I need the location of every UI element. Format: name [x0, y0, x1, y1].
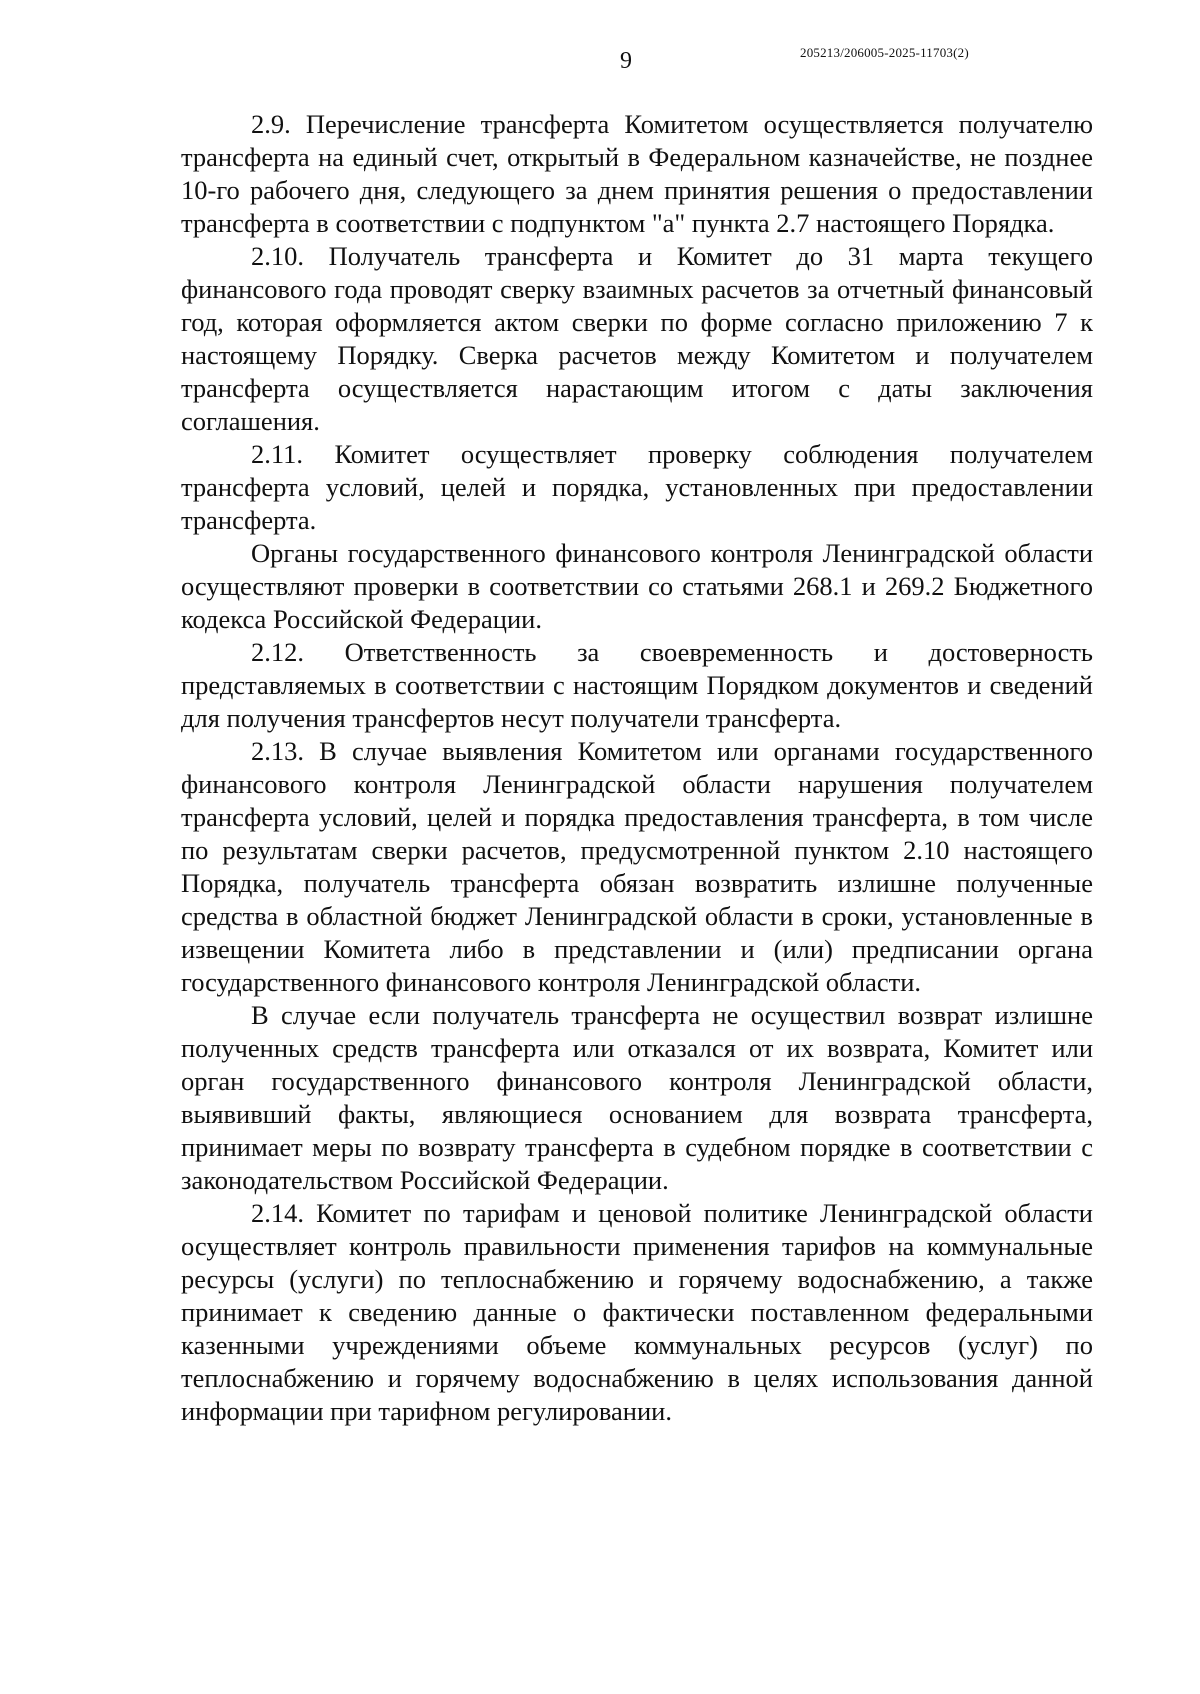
paragraph-2-12: 2.12. Ответственность за своевременность и достоверность представляемых в соответствии с настоящим Порядком документов и сведений для получения трансфертов несут получатели трансферта.	[181, 637, 1093, 733]
paragraph-2-11-control-bodies: Органы государственного финансового контроля Ленинградской области осуществляют проверки в соответствии со статьями 268.1 и 269.2 Бюджетного кодекса Российской Федерации.	[181, 538, 1093, 634]
paragraph-2-11: 2.11. Комитет осуществляет проверку соблюдения получателем трансферта условий, целей и порядка, установленных при предоставлении трансферта.	[181, 439, 1093, 535]
paragraph-2-13: 2.13. В случае выявления Комитетом или органами государственного финансового контроля Ленинградской области нарушения получателем трансферта условий, целей и порядка предоставления трансферта, в том числе по результатам сверки расчетов, предусмотренной пунктом 2.10 настоящего Порядка, получатель трансферта обязан возвратить излишне полученные средства в областной бюджет Ленинградской области в сроки, установленные в извещении Комитета либо в представлении и (или) предписании органа государственного финансового контроля Ленинградской области.	[181, 736, 1093, 997]
paragraph-2-10: 2.10. Получатель трансферта и Комитет до 31 марта текущего финансового года проводят сверку взаимных расчетов за отчетный финансовый год, которая оформляется актом сверки по форме согласно приложению 7 к настоящему Порядку. Сверка расчетов между Комитетом и получателем трансферта осуществляется нарастающим итогом с даты заключения соглашения.	[181, 241, 1093, 436]
page-number: 9	[620, 48, 632, 74]
document-id: 205213/206005-2025-11703(2)	[800, 45, 969, 60]
paragraph-2-14: 2.14. Комитет по тарифам и ценовой политике Ленинградской области осуществляет контроль правильности применения тарифов на коммунальные ресурсы (услуги) по теплоснабжению и горячему водоснабжению, а также принимает к сведению данные о фактически поставленном федеральными казенными учреждениями объеме коммунальных ресурсов (услуг) по теплоснабжению и горячему водоснабжению в целях использования данной информации при тарифном регулировании.	[181, 1198, 1093, 1426]
document-body	[181, 108, 1093, 1428]
paragraph-2-9: 2.9. Перечисление трансферта Комитетом осуществляется получателю трансферта на единый счет, открытый в Федеральном казначействе, не позднее 10-го рабочего дня, следующего за днем принятия решения о предоставлении трансферта в соответствии с подпунктом "а" пункта 2.7 настоящего Порядка.	[181, 109, 1093, 238]
paragraph-2-13-refund: В случае если получатель трансферта не осуществил возврат излишне полученных средств трансферта или отказался от их возврата, Комитет или орган государственного финансового контроля Ленинградской области, выявивший факты, являющиеся основанием для возврата трансферта, принимает меры по возврату трансферта в судебном порядке в соответствии с законодательством Российской Федерации.	[181, 1000, 1093, 1195]
